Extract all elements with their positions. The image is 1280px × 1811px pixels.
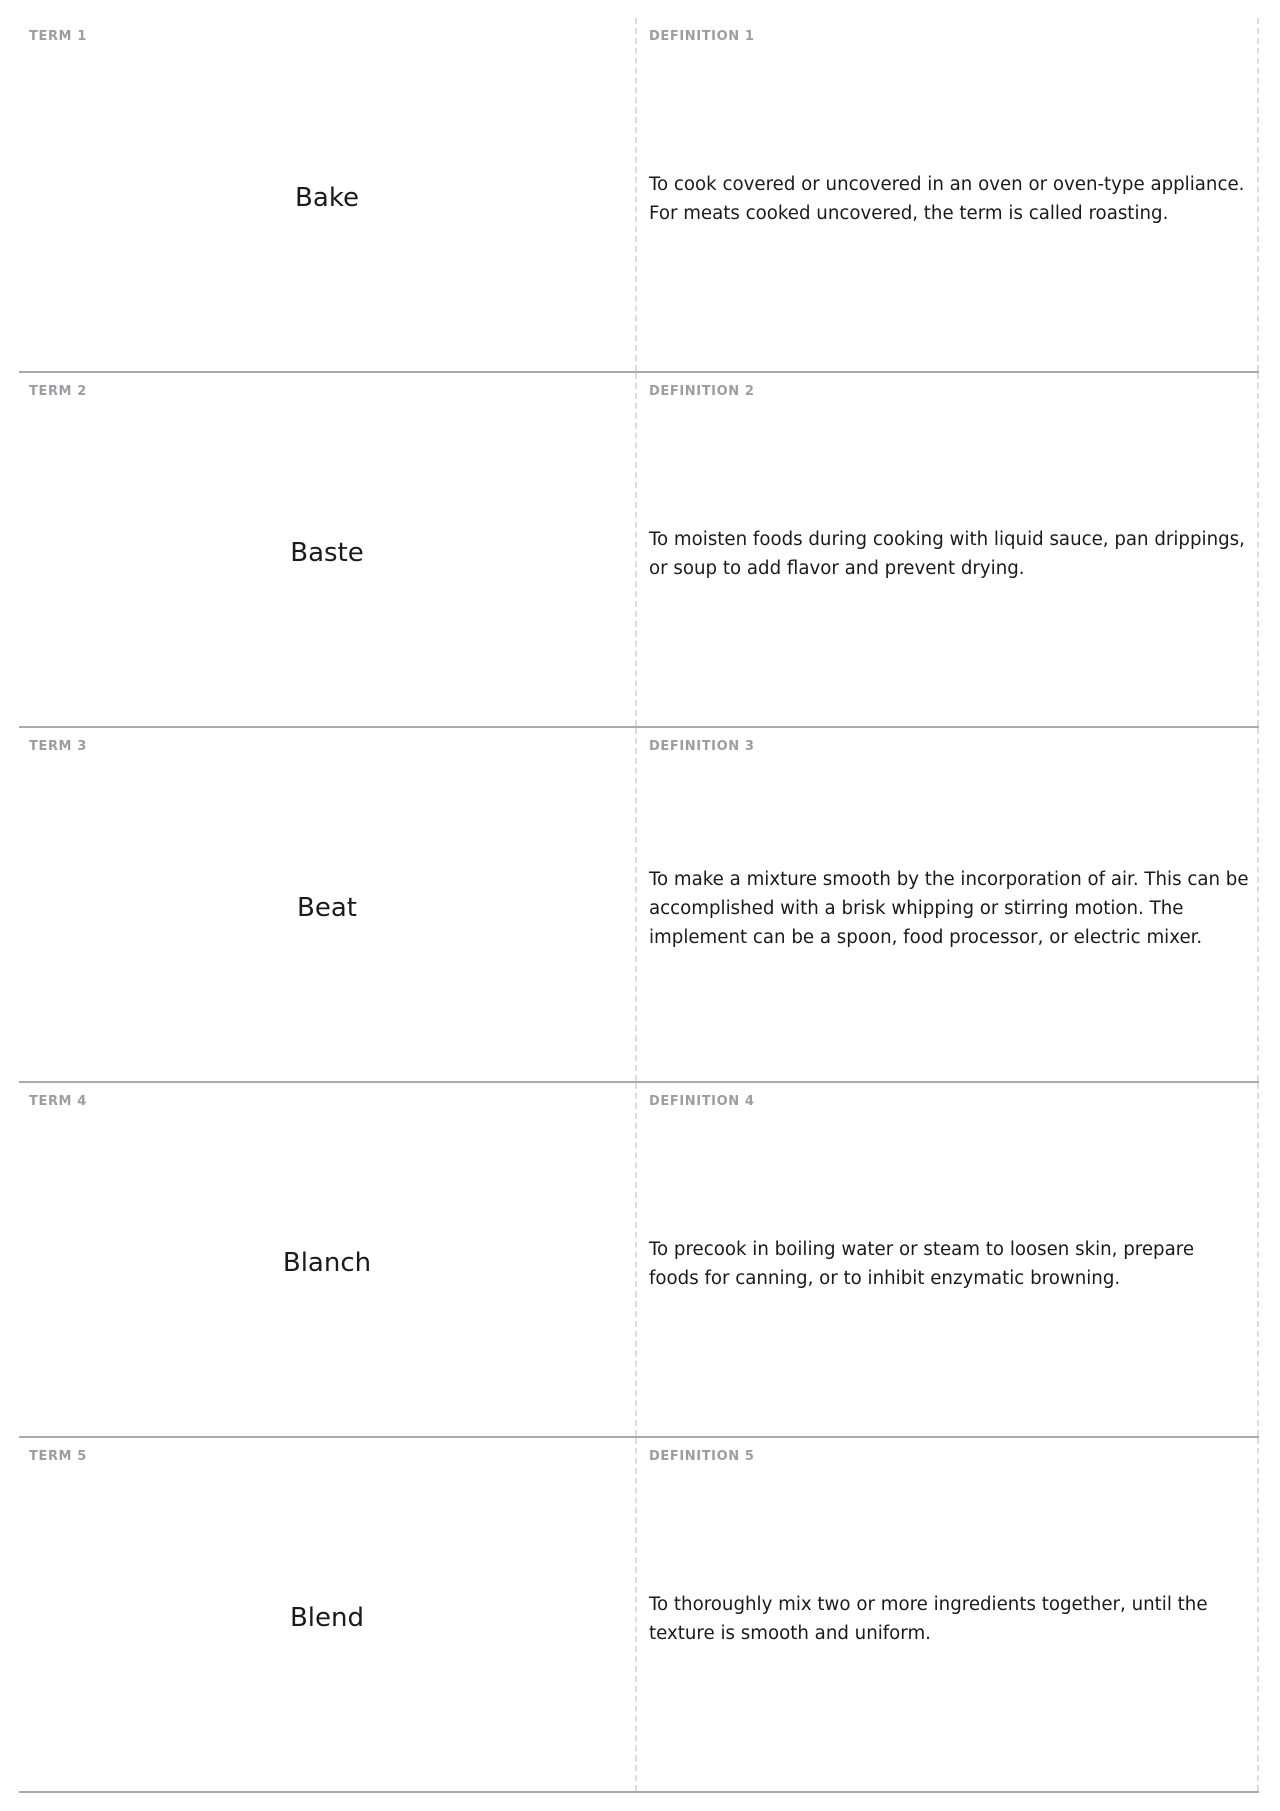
definition-cell: [637, 1438, 1259, 1791]
flashcard-row-4: [19, 1083, 1259, 1438]
definition-label: DEFINITION 4: [649, 1094, 755, 1109]
definition-text: [649, 1083, 1249, 1436]
definition-text: [649, 728, 1249, 1081]
definition-text-content: To cook covered or uncovered in an oven or oven-type appliance. For meats cooked uncovered, the term is called roasting.: [649, 173, 1245, 224]
term-text: Beat: [297, 892, 357, 923]
definition-cell: [637, 728, 1259, 1081]
definition-label: DEFINITION 5: [649, 1449, 755, 1464]
definition-label: DEFINITION 2: [649, 384, 755, 399]
term-text: Blanch: [282, 1247, 372, 1278]
definition-label: DEFINITION 3: [649, 739, 755, 754]
definition-cell: [637, 18, 1259, 371]
term-label: TERM 3: [29, 739, 87, 754]
definition-text: [649, 1438, 1249, 1791]
term-label: TERM 4: [29, 1094, 87, 1109]
term-cell: [19, 1438, 637, 1791]
term-cell: [19, 18, 637, 371]
term-cell: [19, 728, 637, 1081]
definition-text-content: To make a mixture smooth by the incorporation of air. This can be accomplished with a brisk whipping or stirring motion. The implement can be a spoon, food processor, or electric mixer.: [649, 869, 1249, 948]
definition-cell: [637, 373, 1259, 726]
definition-text: [649, 18, 1249, 371]
flashcard-row-3: [19, 728, 1259, 1083]
definition-text-content: To moisten foods during cooking with liquid sauce, pan drippings, or soup to add flavor and prevent drying.: [649, 528, 1245, 579]
flashcard-row-2: [19, 373, 1259, 728]
flashcard-sheet: [19, 18, 1259, 1793]
term-text: Blend: [289, 1602, 365, 1633]
definition-cell: [637, 1083, 1259, 1436]
term-text: Baste: [290, 537, 364, 568]
term-label: TERM 1: [29, 29, 87, 44]
flashcard-row-5: [19, 1438, 1259, 1793]
definition-label: DEFINITION 1: [649, 29, 755, 44]
term-cell: [19, 1083, 637, 1436]
definition-text-content: To thoroughly mix two or more ingredients together, until the texture is smooth and uniform.: [649, 1593, 1208, 1644]
definition-text-content: To precook in boiling water or steam to loosen skin, prepare foods for canning, or to inhibit enzymatic browning.: [649, 1238, 1195, 1289]
term-cell: [19, 373, 637, 726]
definition-text: [649, 373, 1249, 726]
term-label: TERM 5: [29, 1449, 87, 1464]
term-text: Bake: [295, 182, 359, 213]
flashcard-row-1: [19, 18, 1259, 373]
term-label: TERM 2: [29, 384, 87, 399]
